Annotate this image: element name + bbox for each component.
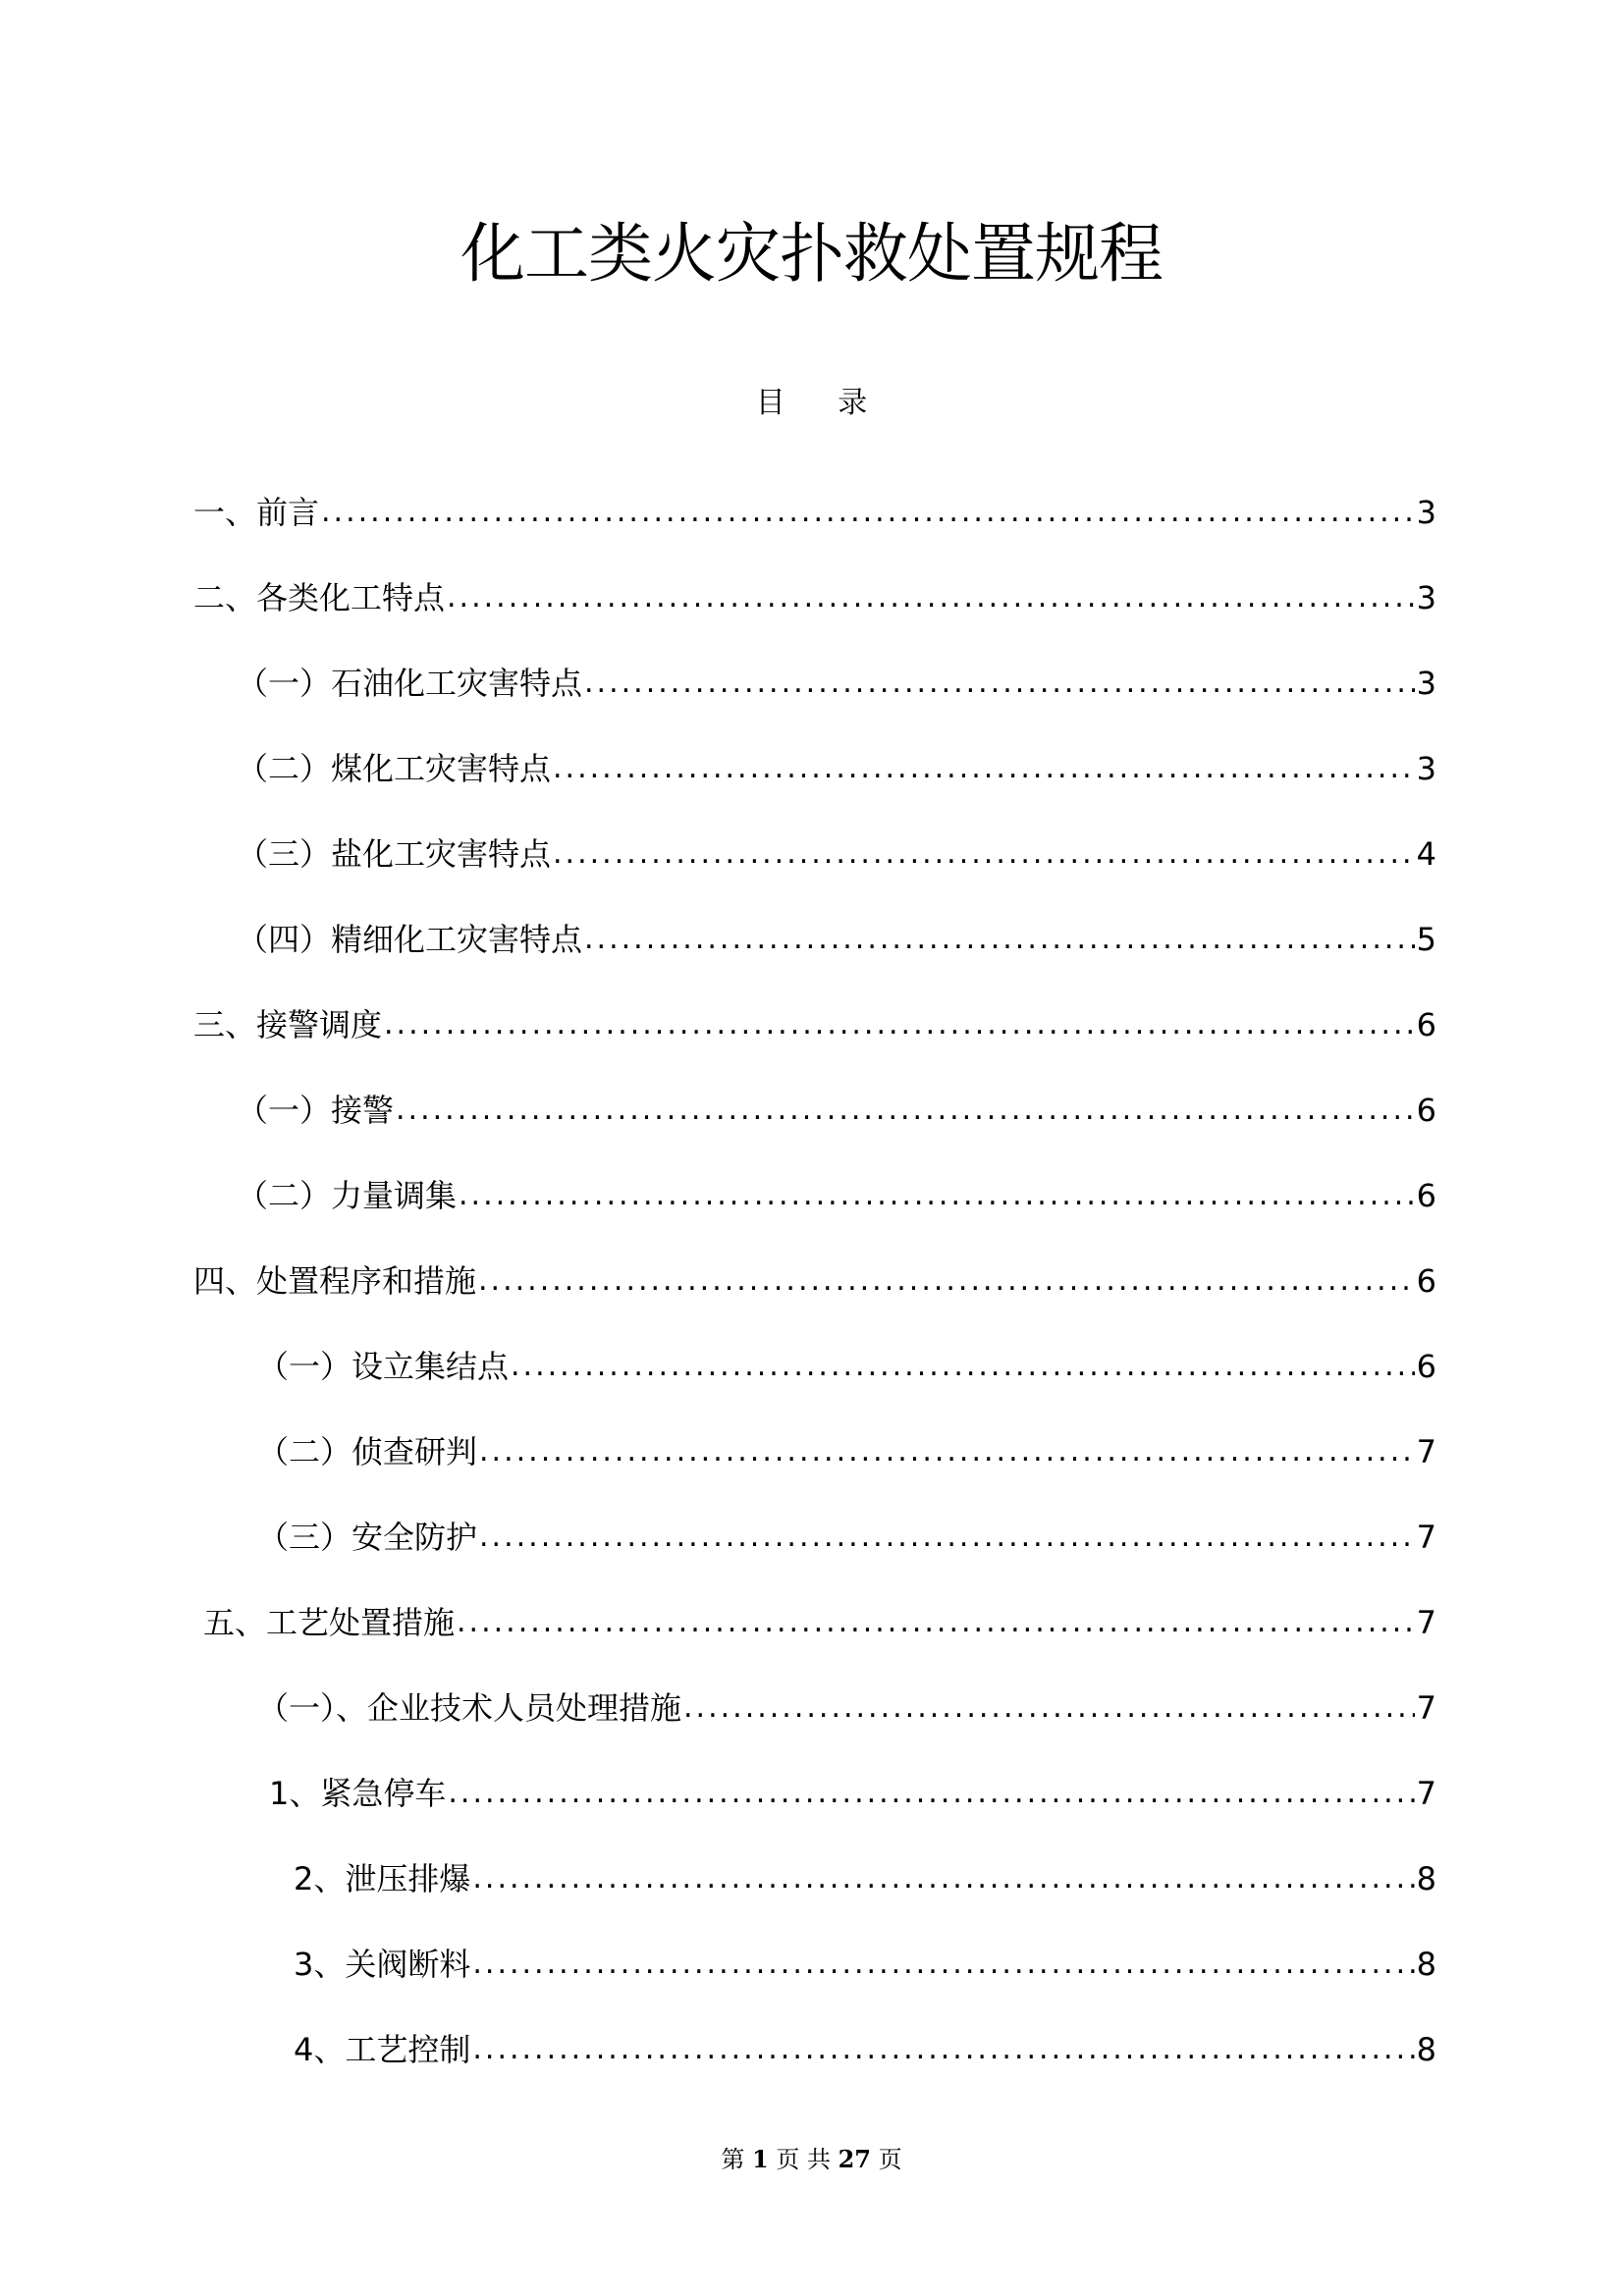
toc-leader-dots <box>553 747 1415 790</box>
toc-entry-page: 6 <box>1416 1348 1436 1385</box>
toc-entry-label: （二）煤化工灾害特点 <box>237 750 552 787</box>
toc-entry-label: 五、工艺处置措施 <box>203 1604 456 1641</box>
toc-entry[interactable] <box>257 1686 1436 1730</box>
toc-leader-dots <box>472 2028 1414 2071</box>
toc-entry-label: 1、紧急停车 <box>269 1775 447 1812</box>
toc-entry-page: 4 <box>1416 835 1436 873</box>
toc-leader-dots <box>447 576 1415 619</box>
toc-entry-label: 四、处置程序和措施 <box>193 1262 477 1300</box>
toc-entry[interactable] <box>237 832 1436 876</box>
toc-entry-label: （一）、企业技术人员处理措施 <box>257 1689 682 1727</box>
toc-leader-dots <box>479 1516 1415 1559</box>
toc-leader-dots <box>584 918 1415 961</box>
toc-entry[interactable] <box>193 1003 1436 1046</box>
toc-entry[interactable] <box>193 491 1436 534</box>
toc-leader-dots <box>584 662 1415 705</box>
document-title: 化工类火灾扑救处置规程 <box>460 216 1163 292</box>
toc-entry-label: （二）侦查研判 <box>257 1433 478 1470</box>
toc-leader-dots <box>321 491 1415 534</box>
toc-entry[interactable] <box>269 1772 1436 1815</box>
toc-entry[interactable] <box>237 1089 1436 1132</box>
toc-entry-label: （一）设立集结点 <box>257 1348 510 1385</box>
toc-entry-label: 二、各类化工特点 <box>193 579 446 616</box>
toc-entry-page: 8 <box>1416 2031 1436 2068</box>
toc-entry-page: 7 <box>1416 1519 1436 1556</box>
toc-leader-dots <box>459 1174 1415 1217</box>
toc-leader-dots <box>472 1857 1414 1900</box>
footer-suffix: 页 <box>878 2146 902 2173</box>
toc-entry[interactable] <box>294 1857 1436 1900</box>
toc-entry-label: 3、关阀断料 <box>294 1946 471 1983</box>
toc-entry-page: 6 <box>1416 1006 1436 1043</box>
toc-entry-page: 7 <box>1416 1433 1436 1470</box>
toc-entry[interactable] <box>237 1174 1436 1217</box>
toc-leader-dots <box>683 1686 1415 1730</box>
toc-entry-page: 7 <box>1416 1775 1436 1812</box>
footer-current-page: 1 <box>751 2145 769 2173</box>
footer-total-pages: 27 <box>838 2145 872 2173</box>
page-footer <box>0 2144 1623 2175</box>
toc-leader-dots <box>472 1943 1414 1986</box>
footer-middle: 页 共 <box>776 2146 831 2173</box>
toc-entry-label: （二）力量调集 <box>237 1177 458 1214</box>
footer-prefix: 第 <box>721 2146 745 2173</box>
toc-entry-page: 6 <box>1416 1092 1436 1129</box>
toc-leader-dots <box>479 1430 1415 1473</box>
toc-entry-label: 2、泄压排爆 <box>294 1860 471 1897</box>
toc-entry-page: 3 <box>1416 579 1436 616</box>
toc-leader-dots <box>553 832 1415 876</box>
toc-entry-label: （一）接警 <box>237 1092 395 1129</box>
toc-leader-dots <box>396 1089 1415 1132</box>
toc-leader-dots <box>511 1345 1415 1388</box>
toc-leader-dots <box>478 1259 1415 1303</box>
toc-entry-page: 7 <box>1416 1604 1436 1641</box>
toc-leader-dots <box>384 1003 1415 1046</box>
toc-entry-page: 8 <box>1416 1860 1436 1897</box>
toc-entry[interactable] <box>193 1259 1436 1303</box>
toc-entry-label: 一、前言 <box>193 494 320 531</box>
toc-entry[interactable] <box>294 2028 1436 2071</box>
toc-entry-page: 6 <box>1416 1262 1436 1300</box>
toc-entry-page: 3 <box>1416 750 1436 787</box>
toc-entry-label: 三、接警调度 <box>193 1006 383 1043</box>
toc-entry-label: （一）石油化工灾害特点 <box>237 665 583 702</box>
toc-leader-dots <box>457 1601 1415 1644</box>
toc-entry-page: 7 <box>1416 1689 1436 1727</box>
toc-heading: 目 录 <box>755 386 890 420</box>
toc-entry-page: 6 <box>1416 1177 1436 1214</box>
toc-entry[interactable] <box>237 747 1436 790</box>
toc-entry[interactable] <box>257 1516 1436 1559</box>
toc-entry-page: 3 <box>1416 494 1436 531</box>
toc-entry-page: 8 <box>1416 1946 1436 1983</box>
toc-entry[interactable] <box>193 576 1436 619</box>
toc-entry-label: （四）精细化工灾害特点 <box>237 921 583 958</box>
toc-leader-dots <box>448 1772 1414 1815</box>
toc-entry-label: （三）安全防护 <box>257 1519 478 1556</box>
toc-entry-label: 4、工艺控制 <box>294 2031 471 2068</box>
toc-entry-label: （三）盐化工灾害特点 <box>237 835 552 873</box>
toc-entry-page: 5 <box>1416 921 1436 958</box>
toc-entry[interactable] <box>203 1601 1436 1644</box>
toc-entry[interactable] <box>257 1430 1436 1473</box>
toc-entry[interactable] <box>237 918 1436 961</box>
toc-entry[interactable] <box>257 1345 1436 1388</box>
toc-entry[interactable] <box>294 1943 1436 1986</box>
toc-entry[interactable] <box>237 662 1436 705</box>
toc-entry-page: 3 <box>1416 665 1436 702</box>
